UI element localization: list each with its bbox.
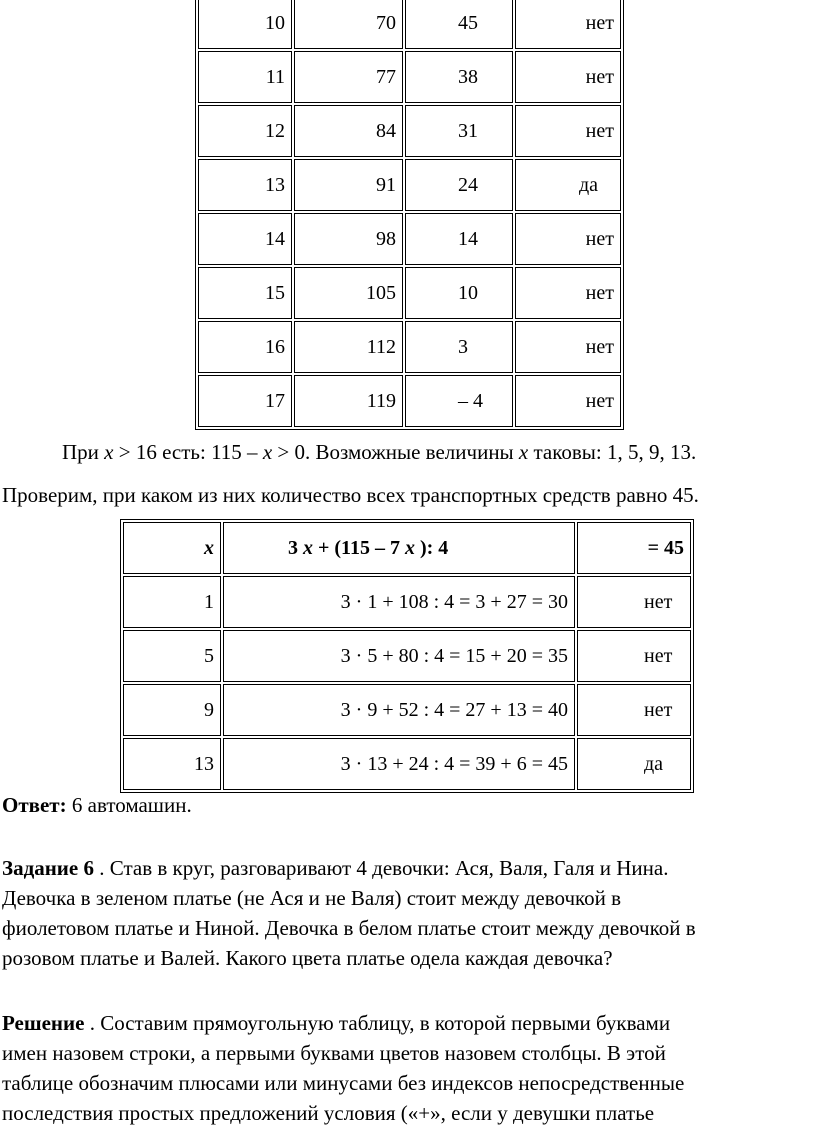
table-cell: 14 [405,213,513,265]
table-row [123,630,691,682]
table-cell: нет [577,630,691,682]
table-cell: 13 [123,738,221,790]
table-row [198,213,621,265]
table-cell: нет [515,213,621,265]
table-row [198,159,621,211]
table-cell: 3 · 13 + 24 : 4 = 39 + 6 = 45 [223,738,575,790]
table-cell: 3 · 5 + 80 : 4 = 15 + 20 = 35 [223,630,575,682]
task6-paragraph: Задание 6 . Став в круг, разговаривают 4 девочки: Ася, Валя, Галя и Нина. Девочка в зеленом платье (не Ася и не Валя) стоит между девочкой в фиолетовом платье и Ниной. Девочка в белом платье стоит между девочкой в розовом платье и Валей. Какого цвета платье одела каждая девочка? [2,856,696,970]
table-cell: 9 [123,684,221,736]
values-table-body [198,0,621,427]
check-table [120,519,694,793]
table-cell: 3 · 1 + 108 : 4 = 3 + 27 = 30 [223,576,575,628]
table-cell: нет [577,576,691,628]
table-cell: 10 [405,267,513,319]
table-cell: 10 [198,0,292,49]
check-table-body [123,522,691,790]
table-cell: 77 [294,51,403,103]
table-cell: 12 [198,105,292,157]
header-expression: 3 x + (115 – 7 x ): 4 [223,522,575,574]
table-cell: 3 [405,321,513,373]
table-cell: 17 [198,375,292,427]
table-row [198,267,621,319]
table-cell: 98 [294,213,403,265]
check-paragraph: Проверим, при каком из них количество всех транспортных средств равно 45. [2,483,699,507]
header-x: x [123,522,221,574]
table-cell: 14 [198,213,292,265]
table-cell: 15 [198,267,292,319]
table-row [198,375,621,427]
table-cell: нет [515,105,621,157]
table-row [198,0,621,49]
table-cell: 1 [123,576,221,628]
table-row [123,684,691,736]
table-cell: 3 · 9 + 52 : 4 = 27 + 13 = 40 [223,684,575,736]
table-cell: 16 [198,321,292,373]
table-row [198,51,621,103]
answer: Ответ: 6 автомашин. [2,793,192,817]
values-table [195,0,624,430]
table-cell: 105 [294,267,403,319]
table-cell: 112 [294,321,403,373]
table-cell: нет [515,375,621,427]
possible-values-paragraph: При x > 16 есть: 115 – x > 0. Возможные величины x таковы: 1, 5, 9, 13. [62,440,697,464]
table-cell: 11 [198,51,292,103]
table-cell: 119 [294,375,403,427]
check-table-header [123,522,691,574]
table-cell: да [515,159,621,211]
table-cell: 45 [405,0,513,49]
table-cell: нет [515,321,621,373]
table-cell: 70 [294,0,403,49]
table-cell: нет [515,51,621,103]
table-cell: нет [577,684,691,736]
table-row [198,105,621,157]
table-row [198,321,621,373]
table-cell: – 4 [405,375,513,427]
table-cell: нет [515,267,621,319]
table-cell: 31 [405,105,513,157]
table-cell: нет [515,0,621,49]
table-cell: 84 [294,105,403,157]
table-row [123,576,691,628]
table-cell: 5 [123,630,221,682]
table-cell: да [577,738,691,790]
table-row [123,738,691,790]
solution-paragraph: Решение . Составим прямоугольную таблицу, в которой первыми буквами имен назовем строки, а первыми буквами цветов назовем столбцы. В этой таблице обозначим плюсами или минусами без индексов непосредственные последствия простых предложений условия («+», если у девушки платье [2,1011,685,1125]
table-cell: 24 [405,159,513,211]
header-target: = 45 [577,522,691,574]
table-cell: 38 [405,51,513,103]
table-cell: 13 [198,159,292,211]
table-cell: 91 [294,159,403,211]
